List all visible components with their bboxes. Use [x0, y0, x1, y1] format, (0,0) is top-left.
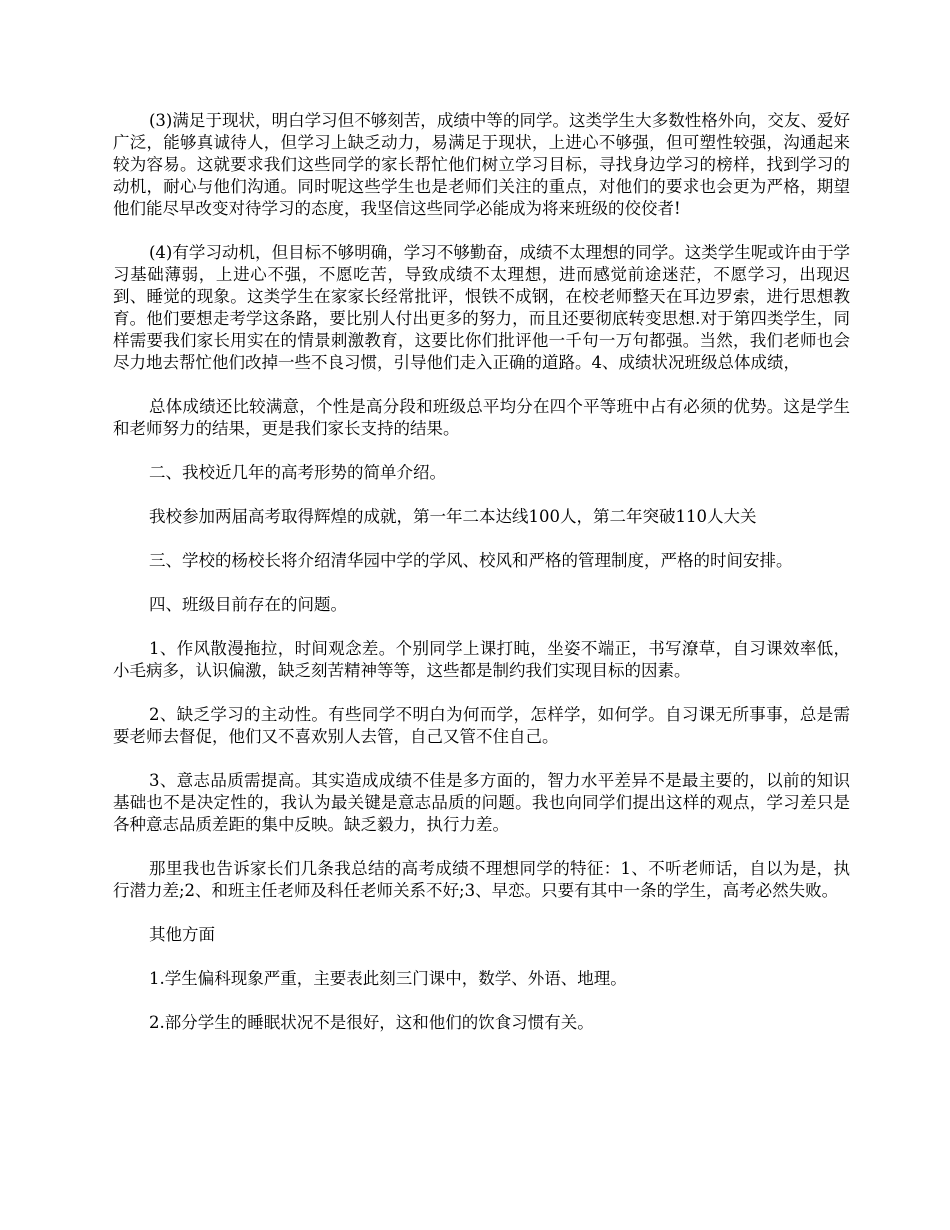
paragraph-problem-3: 3、意志品质需提高。其实造成成绩不佳是多方面的，智力水平差异不是最主要的，以前的知识基础也不是决定性的，我认为最关键是意志品质的问题。我也向同学们提出这样的观点，学习差只是各种意志品质差距的集中反映。缺乏毅力，执行力差。 — [113, 771, 850, 834]
heading-section-4: 四、班级目前存在的问题。 — [149, 595, 347, 614]
paragraph-other-1: 1.学生偏科现象严重，主要表此刻三门课中，数学、外语、地理。 — [149, 969, 627, 988]
paragraph-student-traits: 那里我也告诉家长们几条我总结的高考成绩不理想同学的特征：1、不听老师话，自以为是，执行潜力差;2、和班主任老师及科任老师关系不好;3、早恋。只要有其中一条的学生，高考必然失败。 — [113, 859, 850, 900]
heading-other-aspects: 其他方面 — [149, 925, 215, 944]
paragraph-exam-achievements: 我校参加两届高考取得辉煌的成就，第一年二本达线100人，第二年突破110人大关 — [149, 507, 757, 526]
paragraph-type3-students: (3)满足于现状，明白学习但不够刻苦，成绩中等的同学。这类学生大多数性格外向，交友、爱好广泛，能够真诚待人，但学习上缺乏动力，易满足于现状，上进心不够强，但可塑性较强，沟通起来较为容易。这就要求我们这些同学的家长帮忙他们树立学习目标，寻找身边学习的榜样，找到学习的动机，耐心与他们沟通。同时呢这些学生也是老师们关注的重点，对他们的要求也会更为严格，期望他们能尽早改变对待学习的态度，我坚信这些同学必能成为将来班级的佼佼者! — [113, 111, 850, 218]
paragraph-type4-students: (4)有学习动机，但目标不够明确，学习不够勤奋，成绩不太理想的同学。这类学生呢或许由于学习基础薄弱，上进心不强，不愿吃苦，导致成绩不太理想，进而感觉前途迷茫，不愿学习，出现迟到、睡觉的现象。这类学生在家家长经常批评，恨铁不成钢，在校老师整天在耳边罗索，进行思想教育。他们要想走考学这条路，要比别人付出更多的努力，而且还要彻底转变思想.对于第四类学生，同样需要我们家长用实在的情景刺激教育，这要比你们批评他一千句一万句都强。当然，我们老师也会尽力地去帮忙他们改掉一些不良习惯，引导他们走入正确的道路。4、成绩状况班级总体成绩， — [113, 243, 850, 372]
paragraph-other-2: 2.部分学生的睡眠状况不是很好，这和他们的饮食习惯有关。 — [149, 1013, 594, 1032]
paragraph-problem-1: 1、作风散漫拖拉，时间观念差。个别同学上课打盹，坐姿不端正，书写潦草，自习课效率低，小毛病多，认识偏激，缺乏刻苦精神等等，这些都是制约我们实现目标的因素。 — [113, 639, 850, 680]
heading-section-3: 三、学校的杨校长将介绍清华园中学的学风、校风和严格的管理制度，严格的时间安排。 — [149, 551, 793, 570]
paragraph-overall-results: 总体成绩还比较满意，个性是高分段和班级总平均分在四个平等班中占有必须的优势。这是学生和老师努力的结果，更是我们家长支持的结果。 — [113, 397, 850, 438]
document-page — [113, 110, 850, 1056]
paragraph-problem-2: 2、缺乏学习的主动性。有些同学不明白为何而学，怎样学，如何学。自习课无所事事，总是需要老师去督促，他们又不喜欢别人去管，自己又管不住自己。 — [113, 705, 850, 746]
heading-section-2: 二、我校近几年的高考形势的简单介绍。 — [149, 463, 446, 482]
